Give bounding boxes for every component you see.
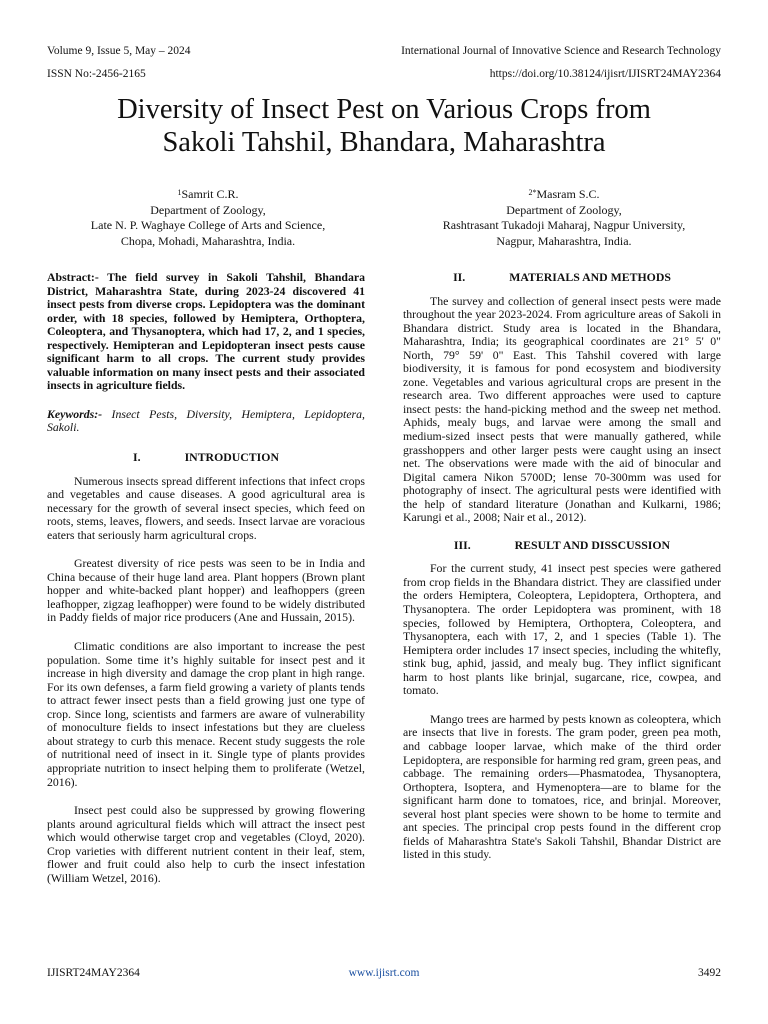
author-location: Chopa, Mohadi, Maharashtra, India.	[120, 233, 296, 248]
author-marker: 1	[177, 188, 182, 197]
doi-link[interactable]: https://doi.org/10.38124/ijisrt/IJISRT24MAY2364	[489, 68, 721, 80]
section-number: I.	[133, 450, 141, 465]
results-paragraph-1: For the current study, 41 insect pest species were gathered from crop fields in the Bhandara district. They are classified under the orders Hemiptera, Coleoptera, Lepidoptera, Orthoptera, and Thysanoptera. The order Lepidoptera was prominent, with 18 species, followed by Hemiptera, Orthoptera, Coleoptera, and Thysanoptera, each with 17, 2, and 1 species (Table 1). The Hemiptera order includes 17 insect species, including the whitefly, stink bug, aphid, jassid, and mealy bug. They inflict significant harm to host plants like brinjal, sugarcane, rice, cowpea, and tomato.	[403, 561, 721, 698]
abstract	[47, 271, 365, 393]
intro-paragraph-1: Numerous insects spread different infections that infect crops and vegetables and cause diseases. A good agricultural area is necessary for the growth of several insect species, which feed on roots, stems, leaves, flowers, and seeds. Insect larvae are voracious eaters that seriously harm agricultural crops.	[47, 473, 365, 542]
author-name: Samrit C.R.	[181, 187, 239, 201]
keywords-text: Insect Pests, Diversity, Hemiptera, Lepidoptera, Sakoli.	[47, 406, 365, 435]
volume-info: Volume 9, Issue 5, May – 2024	[47, 45, 191, 57]
title-line-2: Sakoli Tahshil, Bhandara, Maharashtra	[162, 127, 606, 158]
footer-paper-id: IJISRT24MAY2364	[47, 967, 140, 979]
right-column	[403, 271, 721, 862]
author-location: Nagpur, Maharashtra, India.	[496, 233, 632, 248]
author-institution: Rashtrasant Tukadoji Maharaj, Nagpur University,	[442, 218, 686, 232]
author-department: Department of Zoology,	[506, 202, 622, 217]
section-number: II.	[453, 270, 466, 284]
paper-title	[40, 93, 728, 159]
keywords-label: Keywords:-	[47, 406, 103, 421]
results-paragraph-2: Mango trees are harmed by pests known as coleoptera, which are insects that live in forests. The gram poder, green pea moth, and cabbage looper larvae, which make of the third order Lepidoptera, are responsible for harming red gram, green peas, and cabbage. The remaining orders—Phasmatodea, Thysanoptera, Orthoptera, Isoptera, and Hymenoptera—are to blame for the significant harm done to tomatoes, rice, and brinjal. Moreover, several host plant species were shown to be home to termite and ant species. The principal crop pests found in the different crop fields of Maharashtra State's Sakoli Tahshil, Bhandar District are listed in this study.	[403, 711, 721, 862]
journal-name: International Journal of Innovative Science and Research Technology	[401, 45, 721, 57]
section-title: MATERIALS AND METHODS	[509, 270, 671, 284]
keywords	[47, 408, 365, 435]
intro-paragraph-3: Climatic conditions are also important to increase the pest population. Some time it’s highly suitable for insect pest and it increase in high diversity and damage the crop plant in high range. For its own defenses, a farm field growing a variety of plants tends to attract fewer insect pests than a field growing just one type of crop. Since long, scientists and farmers are aware of vulnerability of monoculture fields to insect infestations but they are clueless about strategy to curb this menace. Recent study suggests the role of nutritional need of insect in it. Single type of plants provides appropriate nutrition to insect helping them to proliferate (Wetzel, 2016).	[47, 639, 365, 789]
author-department: Department of Zoology,	[150, 202, 266, 217]
author-marker: 2*	[528, 188, 537, 197]
intro-paragraph-4: Insect pest could also be suppressed by growing flowering plants around agricultural fields which will attract the insect pest which would otherwise target crop and vegetables (Cloyd, 2020). Crop varieties with different nutrient content in their leaf, stem, flower and fruit could also help to curb the insect infestation (William Wetzel, 2016).	[47, 803, 365, 885]
title-line-1: Diversity of Insect Pest on Various Crops from	[117, 94, 651, 125]
section-heading-methods	[403, 271, 721, 295]
left-column	[47, 271, 365, 885]
abstract-label: Abstract:-	[47, 270, 99, 284]
methods-paragraph-1: The survey and collection of general insect pests were made throughout the year 2023-2024. From agriculture areas of Sakoli in Bhandara district. Study area is located in the Bhandara, Maharashtra, India; its geographical coordinates are 21° 5' 0" North, 79° 59' 0" East. This Tahshil covered with large biodiversity, it is famous for pond ecosystem and biodiversity zone. Vegetables and various agricultural crops are present in the research area. Two different approaches were used to capture insect pests: the hand-picking method and the sweep net method. Aphids, mealy bugs, and larvae were among the small and medium-sized insect pests that were manually gathered, while grasshoppers and other larger pests were caught using an insect net. The observations were made with the aid of binocular and Digital camera Nikon 5700D; lense 70-300mm was used for photography of insect. The agricultural pests were identified with the help of standard literature (Jonathan and Kulkarni, 1986; Karungi et al., 2008; Nair et al., 2012).	[403, 293, 721, 525]
footer-website-link[interactable]: www.ijisrt.com	[348, 967, 420, 979]
intro-paragraph-2: Greatest diversity of rice pests was seen to be in India and China because of their huge land area. Plant hoppers (Brown plant hopper and white-backed plant hopper) and leafhoppers (green leafhopper, zigzag leafhopper) were found to be widely distributed in Paddy fields of major rice producers (Ane and Hussain, 2015).	[47, 556, 365, 625]
section-number: III.	[453, 537, 471, 552]
section-title: RESULT AND DISSCUSSION	[514, 537, 671, 552]
section-heading-introduction	[47, 445, 365, 475]
author-block-1	[58, 187, 358, 249]
author-institution: Late N. P. Waghaye College of Arts and Science,	[90, 218, 326, 232]
section-title: INTRODUCTION	[184, 450, 279, 465]
abstract-text: The field survey in Sakoli Tahshil, Bhandara District, Maharashtra State, during 2023-24 discovered 41 insect pests from diverse crops. Lepidoptera was the dominant order, with 18 species, followed by Hemiptera, Orthoptera, Coleoptera, and Thysanoptera, which had 17, 2, and 1 species, respectively. Hemipteran and Lepidopteran insect pests cause significant harm to all crops. The current study provides valuable information on many insect pests and their associated insects in agriculture fields.	[47, 270, 365, 393]
section-heading-results	[403, 533, 721, 563]
author-block-2	[414, 187, 714, 249]
author-name: Masram S.C.	[536, 187, 600, 201]
page-number: 3492	[698, 967, 721, 979]
issn: ISSN No:-2456-2165	[47, 68, 146, 80]
